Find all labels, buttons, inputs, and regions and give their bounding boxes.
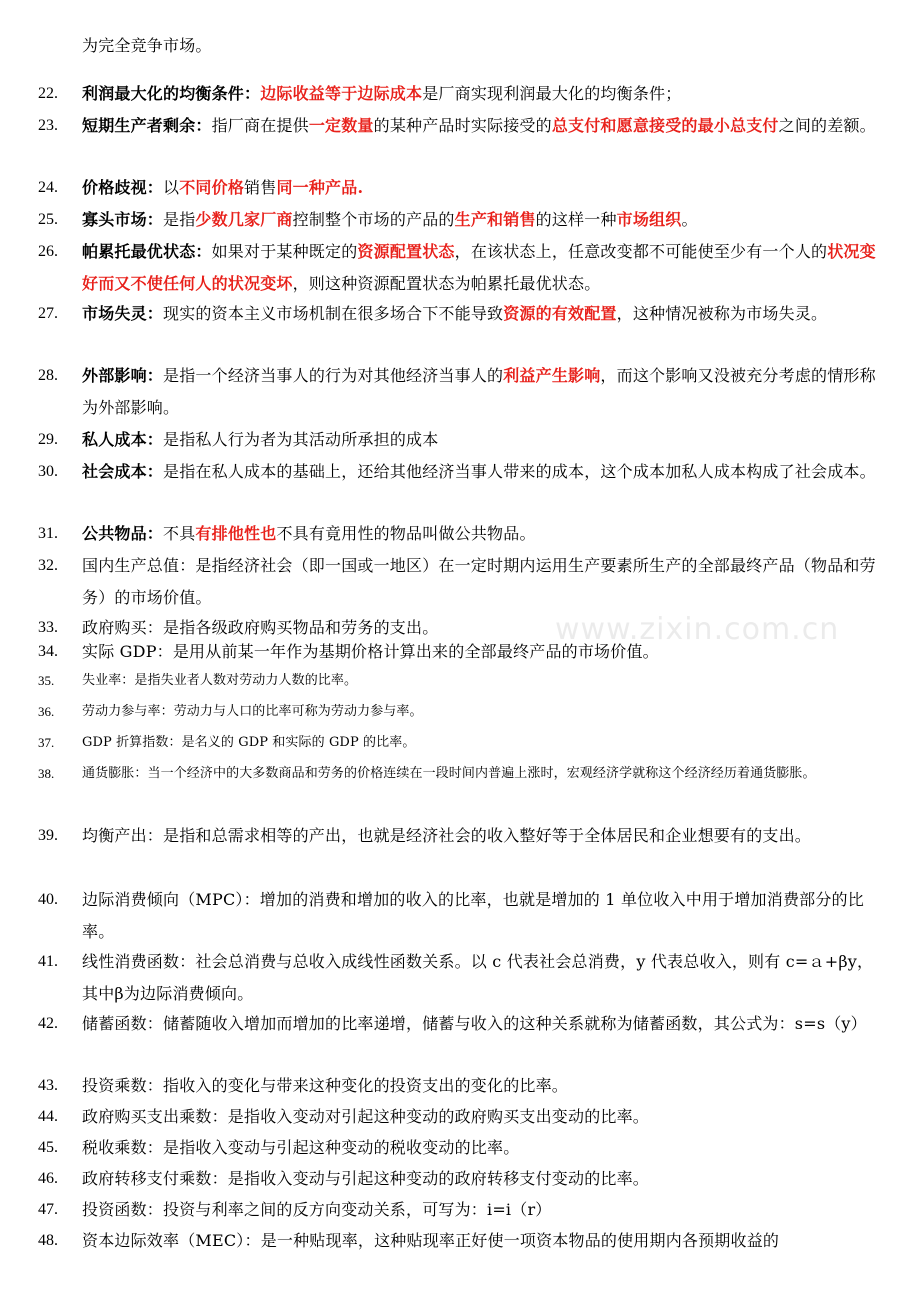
item-number: 23. [38, 117, 58, 134]
body-text: 线性消费函数：社会总消费与总收入成线性函数关系。以 c 代表社会总消费，y 代表总收入，则有 c=ａ+βy，其中β为边际消费倾向。 [82, 952, 874, 1003]
body-text: ，而这个影响又没被充分考虑的情形称为外部影响。 [82, 366, 876, 417]
term-label: 价格歧视： [82, 178, 164, 197]
body-text: 储蓄函数：储蓄随收入增加而增加的比率递增，储蓄与收入的这种关系就称为储蓄函数，其公式为：s=s（y） [82, 1014, 867, 1033]
item-text [82, 884, 880, 948]
body-text: 控制整个市场的产品的 [292, 210, 455, 229]
body-text: 失业率：是指失业者人数对劳动力人数的比率。 [82, 673, 358, 688]
body-text: 政府转移支付乘数：是指收入变动与引起这种变动的政府转移支付变动的比率。 [82, 1169, 650, 1188]
body-text: 指厂商在提供 [211, 116, 309, 135]
item-text [82, 1132, 880, 1164]
body-text: GDP 折算指数：是名义的 GDP 和实际的 GDP 的比率。 [82, 735, 416, 750]
item-number: 29. [38, 431, 58, 448]
item-text [82, 1225, 880, 1257]
highlight-text: 状况变好而又不使任何人的状况变坏 [82, 242, 876, 293]
item-number: 30. [38, 463, 58, 480]
item-text [82, 1008, 880, 1040]
item-number: 39. [38, 827, 58, 844]
watermark: www.zixin.com.cn [555, 612, 840, 647]
highlight-text: 利益产生影响 [503, 366, 601, 385]
body-text: 的这样一种 [535, 210, 617, 229]
item-number: 44. [38, 1108, 58, 1125]
term-label: 市场失灵： [82, 304, 164, 323]
item-number: 41. [38, 953, 58, 970]
item-number: 46. [38, 1170, 58, 1187]
item-number: 36. [38, 704, 55, 719]
item-text [82, 518, 880, 550]
item-text [82, 110, 880, 142]
body-text: ，则这种资源配置状态为帕累托最优状态。 [292, 274, 601, 293]
item-text [82, 636, 880, 668]
item-text [82, 456, 880, 488]
item-number: 48. [38, 1232, 58, 1249]
highlight-text: 同一种产品. [276, 178, 364, 197]
item-number: 24. [38, 179, 58, 196]
body-text: 的某种产品时实际接受的 [373, 116, 552, 135]
body-text: 均衡产出：是指和总需求相等的产出，也就是经济社会的收入整好等于全体居民和企业想要有的支出。 [82, 826, 812, 845]
term-label: 私人成本： [82, 430, 164, 449]
item-text [82, 820, 880, 852]
item-number: 47. [38, 1201, 58, 1218]
item-text [82, 666, 880, 695]
highlight-text: 有排他性也 [195, 524, 277, 543]
item-text [82, 697, 880, 726]
term-label: 公共物品： [82, 524, 164, 543]
item-number: 26. [38, 243, 58, 260]
body-text: 边际消费倾向（MPC）：增加的消费和增加的收入的比率，也就是增加的 1 单位收入中用于增加消费部分的比率。 [82, 890, 864, 941]
item-number: 42. [38, 1015, 58, 1032]
highlight-text: 总支付和愿意接受的最小总支付 [551, 116, 779, 135]
item-text [82, 1163, 880, 1195]
item-number: 27. [38, 305, 58, 322]
item-text [82, 424, 880, 456]
item-number: 33. [38, 619, 58, 636]
body-text: 销售 [244, 178, 277, 197]
term-label: 利润最大化的均衡条件： [82, 84, 261, 103]
highlight-text: 一定数量 [308, 116, 374, 135]
term-label: 寡头市场： [82, 210, 164, 229]
body-text: 资本边际效率（MEC）：是一种贴现率，这种贴现率正好使一项资本物品的使用期内各预期收益的 [82, 1231, 780, 1250]
item-number: 22. [38, 85, 58, 102]
body-text: 是指私人行为者为其活动所承担的成本 [163, 430, 439, 449]
highlight-text: 生产和销售 [454, 210, 536, 229]
body-text: 是指 [163, 210, 196, 229]
item-number: 45. [38, 1139, 58, 1156]
item-text [82, 1070, 880, 1102]
highlight-text: 不同价格 [179, 178, 245, 197]
term-label: 帕累托最优状态： [82, 242, 212, 261]
body-text: ，这种情况被称为市场失灵。 [616, 304, 828, 323]
body-text: 劳动力参与率：劳动力与人口的比率可称为劳动力参与率。 [82, 704, 423, 719]
item-number: 43. [38, 1077, 58, 1094]
body-text: 现实的资本主义市场机制在很多场合下不能导致 [163, 304, 504, 323]
body-text: ，在该状态上，任意改变都不可能使至少有一个人的 [454, 242, 828, 261]
item-number: 35. [38, 673, 55, 688]
highlight-text: 市场组织 [616, 210, 682, 229]
body-text: 如果对于某种既定的 [211, 242, 358, 261]
item-text [82, 759, 880, 788]
item-number: 25. [38, 211, 58, 228]
body-text: 。 [681, 210, 698, 229]
body-text: 国内生产总值：是指经济社会（即一国或一地区）在一定时期内运用生产要素所生产的全部最终产品（物品和劳务）的市场价值。 [82, 556, 876, 607]
item-text [82, 360, 880, 424]
item-text [82, 1101, 880, 1133]
item-number: 37. [38, 735, 55, 750]
body-text: 以 [163, 178, 180, 197]
body-text: 不具有竟用性的物品叫做公共物品。 [276, 524, 536, 543]
body-text: 税收乘数：是指收入变动与引起这种变动的税收变动的比率。 [82, 1138, 520, 1157]
body-text: 是厂商实现利润最大化的均衡条件； [422, 84, 682, 103]
term-label: 外部影响： [82, 366, 164, 385]
item-text [82, 946, 880, 1010]
item-number: 32. [38, 557, 58, 574]
item-text [82, 204, 880, 236]
item-number: 40. [38, 891, 58, 908]
item-text [82, 78, 880, 110]
highlight-text: 资源配置状态 [357, 242, 455, 261]
body-text: 之间的差额。 [778, 116, 876, 135]
body-text: 投资函数：投资与利率之间的反方向变动关系，可写为：i=i（r） [82, 1200, 552, 1219]
body-text: 是指在私人成本的基础上，还给其他经济当事人带来的成本，这个成本加私人成本构成了社会成本。 [163, 462, 876, 481]
item-number: 34. [38, 643, 58, 660]
highlight-text: 边际收益等于边际成本 [260, 84, 423, 103]
item-text [82, 550, 880, 614]
highlight-text: 少数几家厂商 [195, 210, 293, 229]
item-number: 38. [38, 766, 55, 781]
item-text [82, 172, 880, 204]
body-text: 不具 [163, 524, 196, 543]
body-text: 是指一个经济当事人的行为对其他经济当事人的 [163, 366, 504, 385]
item-number: 31. [38, 525, 58, 542]
item-text [82, 236, 880, 300]
term-label: 社会成本： [82, 462, 164, 481]
item-number: 28. [38, 367, 58, 384]
continuation-text: 为完全竞争市场。 [82, 36, 212, 55]
body-text: 通货膨胀：当一个经济中的大多数商品和劳务的价格连续在一段时间内普遍上涨时，宏观经济学就称这个经济经历着通货膨胀。 [82, 766, 816, 781]
item-text [82, 728, 880, 757]
item-text [82, 1194, 880, 1226]
body-text: 实际 GDP：是用从前某一年作为基期价格计算出来的全部最终产品的市场价值。 [82, 642, 659, 661]
body-text: 政府购买：是指各级政府购买物品和劳务的支出。 [82, 618, 439, 637]
item-text [82, 298, 880, 330]
term-label: 短期生产者剩余： [82, 116, 212, 135]
highlight-text: 资源的有效配置 [503, 304, 617, 323]
body-text: 政府购买支出乘数：是指收入变动对引起这种变动的政府购买支出变动的比率。 [82, 1107, 650, 1126]
body-text: 投资乘数：指收入的变化与带来这种变化的投资支出的变化的比率。 [82, 1076, 569, 1095]
